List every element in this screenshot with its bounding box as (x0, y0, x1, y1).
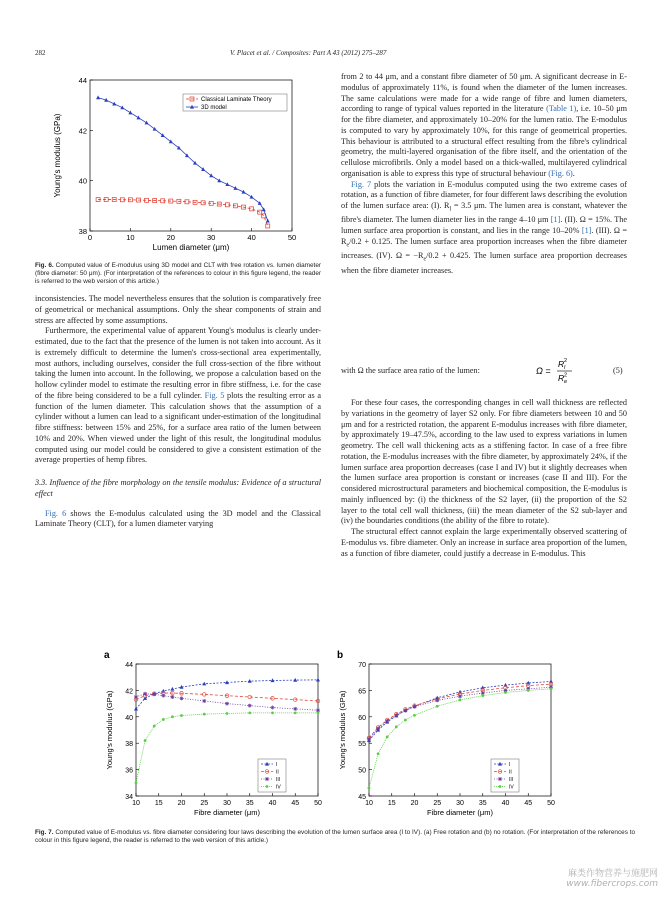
data-point (152, 692, 156, 696)
svg-text:Ω =: Ω = (536, 366, 551, 376)
data-point (271, 706, 275, 710)
right-paragraph-2-text-c: . (II). Ω = 15%. The lumen surface area proportion is constant, and lies in the range 10–20% (341, 215, 628, 236)
x-tick-label: 45 (291, 800, 300, 807)
y-tick-label: 40 (78, 176, 87, 186)
data-point (226, 712, 229, 715)
x-axis-label: Fibre diameter (μm) (194, 808, 260, 817)
x-tick-label: 0 (87, 233, 93, 242)
fig6-link[interactable]: Fig. 6 (45, 508, 67, 518)
x-tick-label: 35 (478, 800, 487, 807)
data-point (202, 699, 206, 703)
equation-number: (5) (613, 366, 623, 375)
y-tick-label: 36 (125, 767, 133, 775)
data-point (458, 694, 462, 698)
data-point (96, 95, 100, 99)
y-tick-label: 38 (78, 227, 87, 236)
fig5-link[interactable]: Fig. 5 (204, 390, 225, 400)
data-point (386, 735, 389, 738)
right-paragraph-1-end: . (572, 168, 575, 178)
fig7-link[interactable]: Fig. 7 (351, 179, 372, 189)
x-tick-label: 15 (154, 800, 163, 807)
svg-text:e: e (564, 379, 568, 385)
x-tick-label: 25 (433, 800, 442, 807)
data-point (161, 133, 165, 137)
y-tick-label: 38 (125, 741, 133, 749)
data-point (248, 711, 251, 714)
y-tick-label: 50 (358, 767, 366, 775)
data-point (153, 127, 157, 131)
data-point (171, 715, 174, 718)
x-tick-label: 50 (547, 800, 555, 807)
fig7b-chart (333, 648, 569, 818)
data-point (368, 787, 371, 790)
fig7-caption (35, 829, 635, 845)
legend-entry: II (509, 769, 512, 776)
x-tick-label: 40 (268, 800, 277, 807)
data-point (258, 201, 262, 205)
data-point (403, 708, 407, 712)
right-paragraph-2-text-e: /0.2 + 0.125. The lumen surface area proportion increases when the fibre diameter increases. (IV). Ω = −R (341, 236, 627, 261)
legend-entry: III (509, 777, 514, 783)
data-point (203, 713, 206, 716)
series-line-classical-laminate-theory (98, 200, 268, 226)
x-tick-label: 40 (501, 800, 510, 807)
legend-marker (266, 785, 269, 788)
fig7-caption-label: Fig. 7. (35, 829, 54, 836)
data-point (435, 698, 439, 702)
legend-entry: I (276, 762, 278, 768)
fig7b-panel-label: b (337, 650, 344, 661)
right-paragraph-2-text-a: plots the variation in E-modulus computed using the two extreme cases of rotation, as a function of fibre diameter, for four different laws describing the evolution of the lumen surface area: (I). R (341, 179, 628, 210)
right-paragraph-4: The structural effect cannot explain the large experimentally observed scattering of E-modulus vs. fibre diameter. Only an increase in surface area proportion of the lumen, as a function of fibre diameter, could justify a decrease in E-modulus. This (341, 527, 628, 558)
left-paragraph-2 (35, 326, 321, 466)
fig6-link-2[interactable]: (Fig. 6) (548, 168, 573, 178)
x-axis-label: Fibre diameter (μm) (427, 808, 493, 817)
x-tick-label: 20 (177, 800, 186, 807)
data-point (161, 694, 165, 698)
y-axis-label: Young's modulus (GPa) (53, 113, 62, 198)
x-tick-label: 20 (166, 233, 175, 242)
x-tick-label: 35 (245, 800, 254, 807)
right-paragraph-1 (341, 72, 627, 180)
fig6-chart (40, 70, 312, 262)
data-point (134, 707, 138, 711)
y-tick-label: 65 (358, 688, 366, 696)
y-tick-label: 45 (358, 794, 366, 801)
legend-entry: III (276, 777, 281, 783)
svg-text:2: 2 (564, 358, 568, 364)
data-point (266, 224, 270, 228)
data-point (481, 694, 484, 697)
data-point (266, 219, 270, 223)
right-column (341, 72, 627, 276)
series-line-iv (369, 689, 551, 788)
data-point (217, 178, 221, 182)
data-point (209, 173, 213, 177)
x-tick-label: 45 (524, 800, 533, 807)
data-point (376, 726, 380, 730)
data-point (201, 167, 205, 171)
svg-text:R: R (558, 373, 565, 383)
data-point (202, 682, 206, 686)
data-point (395, 725, 398, 728)
data-point (317, 711, 320, 714)
data-point (250, 195, 254, 199)
right-paragraph-2-text-f: /0.2 + 0.425. The lumen surface area proportion decreases when the fibre diameter increases. (341, 251, 627, 275)
data-point (385, 719, 389, 723)
data-point (404, 719, 407, 722)
data-point (413, 714, 416, 717)
legend-entry: IV (276, 784, 281, 791)
data-point (367, 737, 371, 741)
data-point (248, 704, 252, 708)
data-point (180, 714, 183, 717)
data-point (377, 752, 380, 755)
data-point (177, 146, 181, 150)
data-point (271, 711, 274, 714)
data-point (153, 725, 156, 728)
watermark-cn: 麻类作物营养与施肥网 (567, 869, 658, 879)
x-tick-label: 20 (410, 800, 419, 807)
x-tick-label: 30 (207, 233, 216, 242)
data-point (136, 116, 140, 120)
data-point (145, 121, 149, 125)
left-paragraph-3 (35, 509, 321, 531)
y-tick-label: 42 (125, 688, 133, 696)
fig6-caption (35, 262, 321, 287)
x-tick-label: 50 (287, 233, 297, 242)
fig6-caption-text: Computed value of E-modulus using 3D model and CLT with free rotation vs. lumen diameter (fibre diameter: 50 μm). (For interpretation of the references to colour in this figure legend, the reader is referred to the web version of this article.) (35, 262, 322, 286)
right-paragraph-1-text-b: , i.e. 10–50 μm for the fibre diameter, and approximately 10–20% for the lumen ratio. The E-modulus is computed to vary by approximately 10%, for this range of geometrical properties. This behaviour is attributed to a structural effect resulting from the fibre's cylindrical geometry, the multi-layered organisation of the fibre itself, and the orientation of the cellulose microfibrils. Only a model based on a thick-walled, multilayered cylindrical organisation is able to express this type of structural behaviour (341, 104, 628, 178)
svg-text:2: 2 (564, 372, 568, 379)
y-tick-label: 55 (358, 741, 366, 749)
svg-text:l: l (564, 365, 566, 371)
table1-link[interactable]: (Table 1) (546, 104, 577, 114)
fig7a-panel-label: a (104, 650, 110, 661)
data-point (504, 691, 507, 694)
left-column (35, 294, 321, 530)
y-tick-label: 40 (125, 714, 133, 722)
x-tick-label: 30 (223, 800, 231, 807)
data-point (169, 139, 173, 143)
data-point (413, 705, 417, 709)
data-point (170, 687, 174, 691)
data-point (144, 739, 147, 742)
data-point (550, 687, 553, 690)
data-point (135, 781, 138, 784)
right-paragraph-3: For these four cases, the corresponding changes in cell wall thickness are reflected by variations in the geometry of layer S2 only. For fibre diameters between 10 and 50 μm and for a restricted rotation, the apparent E-modulus increases with fibre diameter, by approximately 19–47.5%, according to the law used to express variations in lumen geometry. The cell wall thickening acts as a stiffening factor. In case of a free fibre rotation, the E-modulus increases with the fibre diameter, by approximately 24%, if the lumen surface area proportion decreases (case I and IV) but it slightly decreases when the lumen surface area proportion is constant or increases (case II and III). For the considered microstructural parameters and biochemical composition, the E-modulus is mainly influenced by: (i) the thickness of the S2 layer, (ii) the proportion of the S2 layer to the total cell wall thickness, (iii) the mean diameter of the S2 sub-layer and (iv) the boundaries conditions (the ability of the fibre to rotate). (341, 398, 627, 526)
legend-entry: IV (509, 784, 514, 791)
x-tick-label: 15 (387, 800, 396, 807)
right-paragraph-2-text-d: . (III). Ω = R (341, 226, 628, 246)
right-paragraph-2: Fig. 7 plots the variation in E-modulus computed using the two extreme cases of rotation, as a function of fibre diameter, for four different laws describing the evolution of the lumen surface area: (I). $R_l = 3.5$ μm. The lumen area is constant, whatever the fibre's diameter. The lumen diameter lies in the range 4–10 μm [1]. (II). Ω = 15%. The lumen surface area proportion is constant, and lies in the range 10–20% [1]. (III). $\Omega = R_e/0.2 + 0.125$. The lumen surface area proportion increases when the fibre diameter increases. (IV). $\Omega = -R_e/0.2 + 0.425$. The lumen surface area proportion decreases when the fibre diameter increases. (341, 179, 628, 275)
watermark-url: www.fibercrops.com (566, 879, 658, 889)
legend-entry: II (276, 769, 279, 776)
legend-marker (498, 777, 502, 781)
x-tick-label: 10 (365, 800, 373, 807)
y-tick-label: 60 (358, 714, 366, 722)
right-paragraph-2-text-b: = 3.5 μm. The lumen area is constant, whatever the fibre's diameter. The lumen diameter lies in the range 4–10 μm (341, 201, 627, 225)
data-point (436, 705, 439, 708)
data-point (527, 689, 530, 692)
legend-entry: Classical Laminate Theory (201, 97, 272, 103)
section-heading: 3.3. Influence of the fibre morphology on the tensile modulus: Evidence of a structural effect (35, 478, 321, 498)
x-tick-label: 10 (132, 800, 140, 807)
y-axis-label: Young's modulus (GPa) (338, 690, 347, 770)
x-tick-label: 10 (126, 233, 135, 242)
right-paragraph-1-text-a: from 2 to 44 μm, and a constant fibre diameter of 50 μm. A significant decrease in E-modulus of approximately 11%, is found when the diameter of the lumen increases. The same calculations were made for a wide range of fibre and lumen diameters, according to range of typical values reported in the literature (341, 72, 627, 114)
x-tick-label: 25 (200, 800, 209, 807)
legend-entry: 3D model (201, 105, 227, 111)
data-point (143, 692, 147, 696)
legend-marker (499, 785, 502, 788)
data-point (293, 707, 297, 711)
right-column-lower (341, 398, 627, 559)
y-tick-label: 34 (125, 794, 133, 801)
ref1-link-2[interactable]: [1] (581, 226, 592, 236)
left-paragraph-1: inconsistencies. The model nevertheless ensures that the solution is comparatively free of geometrical or mechanical assumptions. Only the shear components of strain and stress are affected by some assumptions. (35, 294, 321, 325)
fig6-caption-label: Fig. 6. (35, 262, 54, 269)
y-tick-label: 44 (125, 662, 133, 669)
ref1-link[interactable]: [1] (550, 215, 561, 225)
data-point (459, 699, 462, 702)
data-point (170, 695, 174, 699)
data-point (162, 718, 165, 721)
svg-text:R: R (558, 359, 565, 369)
series-line-iv (136, 713, 318, 783)
data-point (225, 702, 229, 706)
y-tick-label: 44 (78, 76, 87, 85)
page-number: 282 (35, 49, 46, 57)
y-axis-label: Young's modulus (GPa) (105, 690, 114, 770)
y-tick-label: 42 (78, 126, 87, 136)
data-point (134, 695, 138, 699)
left-paragraph-2-text-b: plots the resulting error as a function of the lumen diameter. This calculation shows that the assumption of a cylinder without a lumen can lead to a significant under-estimation of the longitudinal fibre stiffness: between 15% and 25%, for a surface area ratio of the lumen between 10% and 20%. When viewed under the light of this result, the longitudinal modulus computed using our model could be considered to give a consistent estimation of the average properties of hemp fibres. (35, 390, 322, 465)
data-point (394, 713, 398, 717)
fig7-caption-text: Computed value of E-modulus vs. fibre diameter considering four laws describing the evolution of the lumen surface area (I to IV). (a) Free rotation and (b) no rotation. (For interpretation of the references to colour in this figure legend, the reader is referred to the web version of this article.) (35, 829, 636, 845)
fig7a-chart (100, 648, 336, 818)
data-point (316, 678, 320, 682)
x-tick-label: 50 (314, 800, 322, 807)
y-tick-label: 70 (358, 662, 366, 669)
equation-5 (536, 357, 576, 387)
data-point (128, 111, 132, 115)
legend-marker (265, 777, 269, 781)
left-paragraph-3-text: shows the E-modulus calculated using the 3D model and the Classical Laminate Theory (CLT), for a lumen diameter varying (35, 508, 321, 529)
equation-lead: with Ω the surface area ratio of the lumen: (341, 366, 480, 375)
x-axis-label: Lumen diameter (μm) (152, 243, 230, 252)
legend-entry: I (509, 762, 511, 768)
running-title: V. Placet et al. / Composites: Part A 43 (2012) 275–287 (230, 49, 387, 57)
x-tick-label: 30 (456, 800, 464, 807)
left-paragraph-2-text-a: Furthermore, the experimental value of apparent Young's modulus is clearly under-estimated, due to the fact that the presence of the lumen is not taken into account. As it is extremely difficult to determine the lumen's cross-sectional area experimentally, most authors, including ourselves, consider the full cross-section of the fibre without taking the lumen into account. In the following, we propose a calculation based on the hollow cylinder model to estimate the resulting error in fibre stiffness, i.e. for the case of the fibre being considered to be a full cylinder. (35, 326, 321, 400)
x-tick-label: 40 (247, 233, 256, 242)
data-point (294, 711, 297, 714)
series-line-3d-model (98, 98, 268, 221)
data-point (180, 696, 184, 700)
